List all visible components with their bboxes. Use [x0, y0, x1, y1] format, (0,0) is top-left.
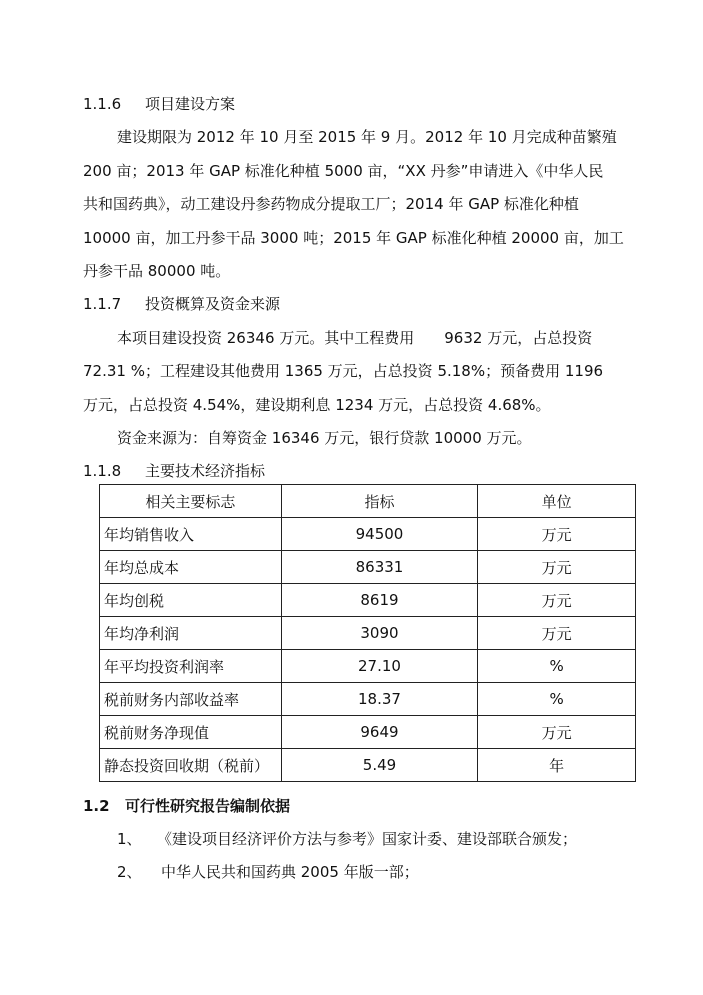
list-item: [117, 829, 577, 849]
table-row: [100, 584, 636, 617]
indicator-name-cell: 静态投资回收期（税前）: [100, 749, 282, 782]
paragraph-line: 本项目建设投资 26346 万元。其中工程费用 9632 万元，占总投资: [117, 329, 593, 347]
table-row: [100, 650, 636, 683]
table-header-cell: 相关主要标志: [100, 485, 282, 518]
table-row: [100, 716, 636, 749]
paragraph-line: 万元，占总投资 4.54%，建设期利息 1234 万元，占总投资 4.68%。: [83, 396, 551, 414]
section-number: 1.1.6: [83, 95, 122, 113]
indicator-name-cell: 年均净利润: [100, 617, 282, 650]
indicator-value-cell: 9649: [281, 716, 478, 749]
indicator-unit-cell: 年: [478, 749, 636, 782]
indicator-value-cell: 86331: [281, 551, 478, 584]
paragraph-line: 建设期限为 2012 年 10 月至 2015 年 9 月。2012 年 10 月完成种苗繁殖: [117, 128, 617, 146]
section-heading-1-1-8: [83, 461, 265, 481]
indicator-unit-cell: 万元: [478, 716, 636, 749]
paragraph-line: 10000 亩，加工丹参干品 3000 吨；2015 年 GAP 标准化种植 20000 亩，加工: [83, 229, 624, 247]
indicator-unit-cell: 万元: [478, 518, 636, 551]
indicator-name-cell: 年均总成本: [100, 551, 282, 584]
indicator-name-cell: 年均创税: [100, 584, 282, 617]
indicator-name-cell: 税前财务净现值: [100, 716, 282, 749]
list-item: [117, 862, 419, 882]
indicator-value-cell: 3090: [281, 617, 478, 650]
paragraph-line: 72.31 %；工程建设其他费用 1365 万元，占总投资 5.18%；预备费用 1196: [83, 362, 604, 380]
section-number: 1.1.8: [83, 462, 122, 480]
section-title: 项目建设方案: [145, 95, 236, 113]
indicator-unit-cell: 万元: [478, 551, 636, 584]
table-header-cell: 指标: [281, 485, 478, 518]
paragraph-line: 丹参干品 80000 吨。: [83, 262, 231, 280]
indicator-value-cell: 8619: [281, 584, 478, 617]
economic-indicators-table: [99, 484, 636, 782]
section-heading-1-2: [83, 796, 290, 816]
paragraph-line: 共和国药典》，动工建设丹参药物成分提取工厂；2014 年 GAP 标准化种植: [83, 195, 579, 213]
indicator-unit-cell: %: [478, 683, 636, 716]
table-header-cell: 单位: [478, 485, 636, 518]
paragraph-line: 200 亩；2013 年 GAP 标准化种植 5000 亩，“XX 丹参”申请进入《中华人民: [83, 162, 604, 180]
section-title: 主要技术经济指标: [145, 462, 266, 480]
table-row: [100, 749, 636, 782]
indicator-unit-cell: 万元: [478, 617, 636, 650]
list-item-number: 1、: [117, 830, 142, 848]
section-number: 1.1.7: [83, 295, 122, 313]
table-row: [100, 683, 636, 716]
list-item-number: 2、: [117, 863, 142, 881]
section-heading-1-1-7: [83, 294, 280, 314]
indicator-value-cell: 18.37: [281, 683, 478, 716]
section-number: 1.2: [83, 797, 110, 815]
indicator-unit-cell: 万元: [478, 584, 636, 617]
table-row: [100, 518, 636, 551]
paragraph-line: 资金来源为：自筹资金 16346 万元，银行贷款 10000 万元。: [117, 429, 532, 447]
table-header-row: [100, 485, 636, 518]
section-heading-1-1-6: [83, 94, 235, 114]
section-title: 投资概算及资金来源: [145, 295, 281, 313]
list-item-text: 中华人民共和国药典 2005 年版一部；: [161, 863, 419, 881]
indicator-value-cell: 27.10: [281, 650, 478, 683]
list-item-text: 《建设项目经济评价方法与参考》国家计委、建设部联合颁发；: [157, 830, 578, 848]
indicator-value-cell: 5.49: [281, 749, 478, 782]
table-row: [100, 551, 636, 584]
indicator-name-cell: 税前财务内部收益率: [100, 683, 282, 716]
indicator-name-cell: 年平均投资利润率: [100, 650, 282, 683]
indicator-name-cell: 年均销售收入: [100, 518, 282, 551]
table-row: [100, 617, 636, 650]
indicator-unit-cell: %: [478, 650, 636, 683]
indicator-value-cell: 94500: [281, 518, 478, 551]
section-title: 可行性研究报告编制依据: [125, 797, 291, 815]
